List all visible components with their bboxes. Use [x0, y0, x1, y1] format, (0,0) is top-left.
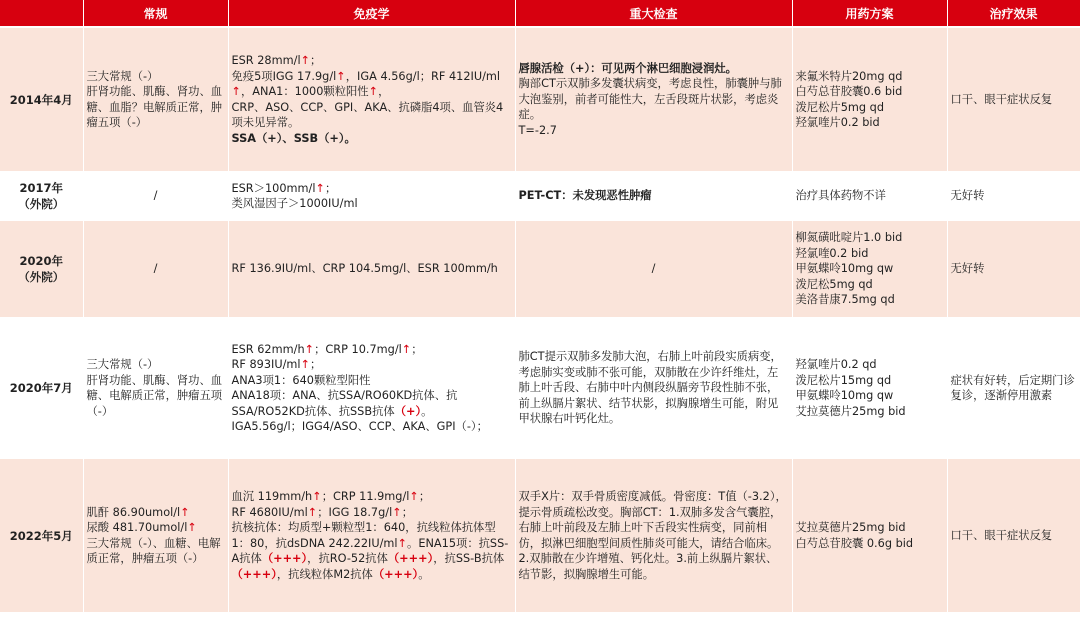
- up-arrow-icon: ↑: [187, 521, 197, 534]
- table-row: [0, 220, 1080, 318]
- row-year: 2022年5月: [0, 458, 83, 613]
- up-arrow-icon: ↑: [401, 342, 412, 356]
- routine-cell: 三大常规（-） 肝肾功能、肌酶、肾功、血糖、血脂？电解质正常，肿瘤五项（-）: [83, 27, 228, 172]
- immune-cell: ESR＞100mm/l↑； 类风湿因子＞1000IU/ml: [228, 172, 515, 220]
- drugs-cell: 柳氮磺吡啶片1.0 bid 羟氯喹0.2 bid 甲氨蝶呤10mg qw 泼尼松5mg qd 美洛昔康7.5mg qd: [792, 220, 947, 318]
- routine-cell: /: [83, 172, 228, 220]
- exam-cell: /: [515, 220, 792, 318]
- effect-cell: 口干、眼干症状反复: [947, 27, 1080, 172]
- up-arrow-icon: ↑: [300, 54, 311, 67]
- exam-cell: PET-CT：未发现恶性肿瘤: [515, 172, 792, 220]
- effect-cell: 无好转: [947, 172, 1080, 220]
- routine-cell: 三大常规（-） 肝肾功能、肌酶、肾功、血糖、电解质正常，肿瘤五项（-）: [83, 318, 228, 458]
- immune-cell: RF 136.9IU/ml、CRP 104.5mg/l、ESR 100mm/h: [228, 220, 515, 318]
- table-row: [0, 172, 1080, 220]
- header-row: [0, 0, 1080, 27]
- drugs-cell: 治疗具体药物不详: [792, 172, 947, 220]
- header-exam: 重大检查: [515, 0, 792, 27]
- header-date: [0, 0, 83, 27]
- table-row: [0, 318, 1080, 458]
- immune-cell: 血沉 119mm/h↑；CRP 11.9mg/l↑； RF 4680IU/ml↑；IGG 18.7g/l↑； 抗核抗体：均质型+颗粒型1：640，抗线粒体抗体型1：80，抗dsDNA 242.22IU/ml↑。ENA15项：抗SS-A抗体（+++），抗RO-52抗体（+++），抗SS-B抗体（+++），抗线粒体M2抗体（+++）。: [228, 458, 515, 613]
- table-row: [0, 458, 1080, 613]
- immune-cell: ESR 62mm/h↑；CRP 10.7mg/l↑； RF 893IU/ml↑； ANA3项1：640颗粒型阳性 ANA18项：ANA、抗SSA/RO60KD抗体、抗SSA/RO52KD抗体、抗SSB抗体（+）。 IGA5.56g/l；IGG4/ASO、CCP、AKA、GPI（-）；: [228, 318, 515, 458]
- up-arrow-icon: ↑: [307, 505, 318, 519]
- immune-cell: ESR 28mm/l↑； 免疫5项IGG 17.9g/l↑，IGA 4.56g/l；RF 412IU/ml ↑，ANA1：1000颗粒阳性↑， CRP、ASO、CCP、GPI、AKA、抗磷脂4项、血管炎4项未见异常。 SSA（+）、SSB（+）。: [228, 27, 515, 172]
- routine-cell: /: [83, 220, 228, 318]
- header-drugs: 用药方案: [792, 0, 947, 27]
- exam-cell: 双手X片：双手骨质密度减低。骨密度：T值（-3.2），提示骨质疏松改变。胸部CT：1.双肺多发含气囊腔，右肺上叶前段及左肺上叶下舌段实性病变，同前相仿，拟淋巴细胞型间质性肺炎可能大，请结合临床。2.双肺散在少许增殖、钙化灶。3.前上纵膈片絮状、结节影，拟胸腺增生可能。: [515, 458, 792, 613]
- header-immune: 免疫学: [228, 0, 515, 27]
- table-row: [0, 27, 1080, 172]
- row-year: 2020年 （外院）: [0, 220, 83, 318]
- header-effect: 治疗效果: [947, 0, 1080, 27]
- effect-cell: 无好转: [947, 220, 1080, 318]
- up-arrow-icon: ↑: [312, 490, 322, 503]
- up-arrow-icon: ↑: [409, 490, 419, 503]
- row-year: 2014年4月: [0, 27, 83, 172]
- up-arrow-icon: ↑: [304, 342, 315, 356]
- up-arrow-icon: ↑: [336, 69, 346, 83]
- exam-cell: 唇腺活检（+）：可见两个淋巴细胞浸润灶。 胸部CT示双肺多发囊状病变，考虑良性，肺囊肿与肺大泡鉴别，前者可能性大，左舌段斑片状影，考虑炎症。 T=-2.7: [515, 27, 792, 172]
- up-arrow-icon: ↑: [397, 536, 408, 550]
- up-arrow-icon: ↑: [392, 505, 402, 519]
- routine-cell: 肌酐 86.90umol/l↑ 尿酸 481.70umol/l↑ 三大常规（-）、血糖、电解质正常，肿瘤五项（-）: [83, 458, 228, 613]
- row-year: 2017年 （外院）: [0, 172, 83, 220]
- row-year: 2020年7月: [0, 318, 83, 458]
- exam-cell: 肺CT提示双肺多发肺大泡，右肺上叶前段实质病变，考虑肺实变或肺不张可能，双肺散在少许纤维灶，左肺上叶舌段、右肺中叶内侧段纵膈旁节段性肺不张，前上纵膈片絮状、结节状影，拟胸腺增生可能，附见甲状腺右叶钙化灶。: [515, 318, 792, 458]
- effect-cell: 症状有好转，后定期门诊复诊，逐渐停用激素: [947, 318, 1080, 458]
- effect-cell: 口干、眼干症状反复: [947, 458, 1080, 613]
- drugs-cell: 来氟米特片20mg qd 白芍总苷胶囊0.6 bid 泼尼松片5mg qd 羟氯喹片0.2 bid: [792, 27, 947, 172]
- drugs-cell: 艾拉莫德片25mg bid 白芍总苷胶囊 0.6g bid: [792, 458, 947, 613]
- up-arrow-icon: ↑: [368, 85, 379, 98]
- up-arrow-icon: ↑: [231, 85, 241, 98]
- header-routine: 常规: [83, 0, 228, 27]
- up-arrow-icon: ↑: [180, 505, 190, 519]
- drugs-cell: 羟氯喹片0.2 qd 泼尼松片15mg qd 甲氨蝶呤10mg qw 艾拉莫德片25mg bid: [792, 318, 947, 458]
- up-arrow-icon: ↑: [300, 358, 311, 371]
- up-arrow-icon: ↑: [315, 181, 325, 195]
